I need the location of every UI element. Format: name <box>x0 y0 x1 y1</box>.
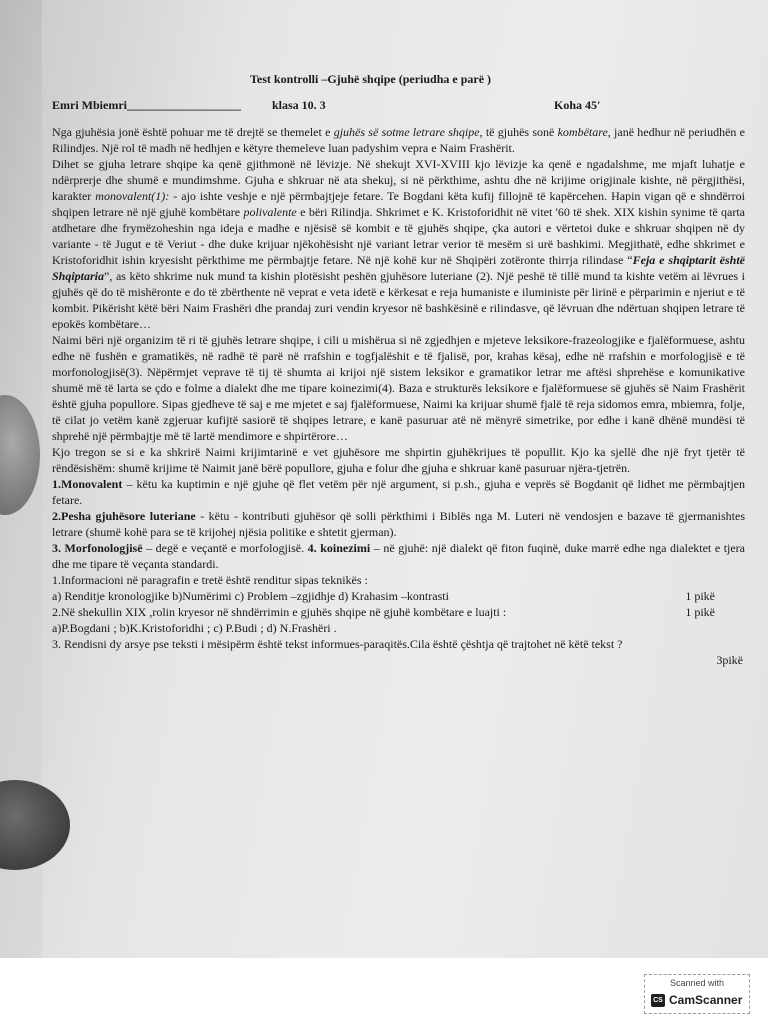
camscanner-badge <box>644 974 750 1014</box>
camscanner-logo-icon: CS <box>651 994 665 1007</box>
student-info-row <box>52 98 748 114</box>
finger-shadow-top <box>0 395 40 515</box>
question-2-options: a)P.Bogdani ; b)K.Kristoforidhi ; c) P.Budi ; d) N.Frashëri . <box>52 621 337 635</box>
paragraph-2: Dihet se gjuha letrare shqipe ka qenë gjithmonë në lëvizje. Në shekujt XVI-XVIII kjo lëvizje ka qenë e ngadalshme, me mjaft luhatje e ndërprerje dhe shumë e mundimshme. Gjuha e shkruar në ata shekuj, si në përkthime, ashtu dhe në krijime origjinale kishte, në përgjithësi, karakter monovalent(1): - ajo ishte veshje e një përmbajtjeje fetare. Te Bogdani këta kufij fillojnë të kapërcehen. Hapin vigan që e shndërroi shqipen letrare në një gjuhë kombëtare polivalente e bëri Rilindja. Shkrimet e K. Kristoforidhit në vitet '60 të shek. XIX kishin synime të qarta atdhetare dhe frymëzoheshin nga ideja e madhe e njësisë së kombit e të gjuhës shqipe, çka autori e vërtetoi duke e shkruar shqipen në dy variante - të Jugut e të Veriut - dhe duke krijuar njëkohësisht një variant letrar verior të mesëm si urë bashkimi. Megjithatë, edhe shkrimet e Kristoforidhit ishin kryesisht përkthime me përmbajtje fetare. Në një kohë kur në Shqipëri zotëronte thirrja rilindase “Feja e shqiptarit është Shqiptaria”, as këto shkrime nuk mund ta kishin plotësisht peshën gjuhësore luteriane (2). Një peshë të tillë mund ta kishte vetëm ai lëvrues i gjuhës që do të mishëronte e do të zbërthente në veprat e veta idetë e kërkesat e reja humaniste e iluministe për lirinë e përparimin e njeriut e të kombit. Pikërisht këtë bëri Naim Frashëri dhe prandaj zuri vendin kryesor në bashkësinë e rilindasve, që lëvruan dhe ndërtuan shqipen letrare të epokës kombëtare… <box>52 157 745 331</box>
time-label: Koha 45' <box>554 98 601 112</box>
question-1: 1.Informacioni në paragrafin e tretë është renditur sipas teknikës : <box>52 573 368 587</box>
reading-text <box>52 124 745 668</box>
paragraph-3: Naimi bëri një organizim të ri të gjuhës letrare shqipe, i cili u mishërua si në zgjedhjen e mjeteve leksikore-frazeologjike e fjalëformuese, ashtu edhe në fushën e gramatikës, në radhë të parë në rrafshin e togfjalëshit e të fjalisë, por, krahas kësaj, edhe në rrafshin e morfologjisë e të morfonologjisë(3). Nëpërmjet veprave të tij të shumta ai krijoi një sistem leksikor e gramatikor letrar me aftësi shprehëse e komunikative shumë më të larta se çdo e folme a dialekt dhe me tipare koinezimi(4). Baza e strukturës leksikore e fjalëformuese së gjuhës së Naim Frashërit është gjuha popullore. Sipas gjedheve të saj e me mjetet e saj fjalëformuese, Naimi ka krijuar shumë fjalë të reja sidomos emra, mbiemra, folje, të cilat jo vetëm kanë zgjeruar kufijtë sasiorë të shqipes letrare, e kanë pasuruar atë në mënyrë simetrike, por edhe i kanë dhënë mundësi të shprehë një përmbajtje më të lartë mendimore e shpirtërore… <box>52 333 745 443</box>
camscanner-name: CamScanner <box>669 993 743 1007</box>
question-3: 3. Rendisni dy arsye pse teksti i mësipërm është tekst informues-paraqitës.Cila është çështja që trajtohet në këtë tekst ? <box>52 637 623 651</box>
question-1-options: a) Renditje kronologjike b)Numërimi c) Problem –zgjidhje d) Krahasim –kontrasti <box>52 589 449 603</box>
camscanner-brand <box>651 993 742 1007</box>
class-label: klasa 10. 3 <box>272 98 326 112</box>
test-title: Test kontrolli –Gjuhë shqipe (periudha e parë ) <box>250 72 492 86</box>
paragraph-1: Nga gjuhësia jonë është pohuar me të drejtë se themelet e gjuhës së sotme letrare shqipe, të gjuhës sonë kombëtare, janë hedhur në periudhën e Rilindjes. Një rol të madh në hedhjen e këtyre themeleve luan padyshim vepra e Naim Frashërit. <box>52 125 745 155</box>
note-2: 2.Pesha gjuhësore luteriane - këtu - kontributi gjuhësor që solli përkthimi i Biblës nga M. Luteri në vendosjen e bazave të gjermanishtes letrare (shumë kohë para se të krijohej njësia politike e shtetit gjerman). <box>52 509 746 539</box>
question-1-options-row <box>52 588 745 604</box>
question-2-points: 1 pikë <box>685 605 715 619</box>
question-3-points: 3pikë <box>716 653 743 667</box>
question-3-points-row <box>52 652 745 668</box>
paragraph-4: Kjo tregon se si e ka shkrirë Naimi krijimtarinë e vet gjuhësore me shpirtin gjuhëkrijues të popullit. Kjo ka sjellë dhe një fryt tjetër të rëndësishëm: shumë krijime të Naimit janë bërë popullore, gjuha e folur dhe gjuha e shkruar kanë pasuruar njëra-tjetrën. <box>52 445 745 475</box>
name-field-label: Emri Mbiemri___________________ <box>52 98 241 112</box>
question-2-row <box>52 604 745 620</box>
note-1: 1.Monovalent – këtu ka kuptimin e një gjuhe që flet vetëm për një argument, si p.sh., gjuha e veprës së Bogdanit që lidhet me përmbajtjen fetare. <box>52 477 745 507</box>
note-3-4: 3. Morfonologjisë – degë e veçantë e morfologjisë. 4. koinezimi – në gjuhë: një dialekt që fiton fuqinë, duke marrë edhe nga dialektet e tjera dhe me tipare të veçanta standardi. <box>52 541 746 571</box>
scanned-with-label: Scanned with <box>669 978 725 988</box>
question-2: 2.Në shekullin XIX ,rolin kryesor në shndërrimin e gjuhës shqipe në gjuhë kombëtare e luajti : <box>52 605 507 619</box>
question-1-points: 1 pikë <box>685 589 715 603</box>
